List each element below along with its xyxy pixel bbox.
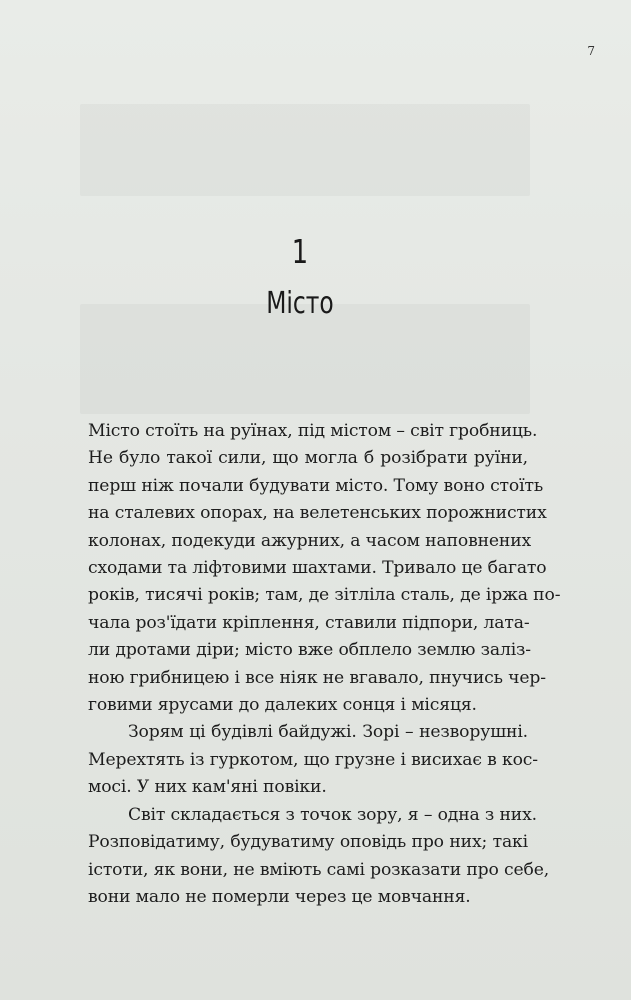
text-line: Зорям ці будівлі байдужі. Зорі – незворушні. (128, 722, 528, 743)
chapter-title: Місто (266, 286, 334, 321)
paragraph (88, 418, 561, 719)
text-line: на сталевих опорах, на велетенських порожнистих (88, 503, 547, 524)
text-line: Не було такої сили, що могла б розібрати руїни, (88, 448, 528, 469)
text-line: Світ складається з точок зору, я – одна з них. (128, 804, 537, 825)
text-line: чала роз'їдати кріплення, ставили підпори, лата- (88, 612, 530, 633)
chapter-number: 1 (291, 232, 309, 271)
text-line: істоти, як вони, не вміють самі розказати про себе, (88, 859, 550, 880)
text-line: ною грибницею і все ніяк не вгавало, пнучись чер- (88, 667, 546, 688)
text-line: говими ярусами до далеких сонця і місяця. (88, 695, 477, 716)
text-line: ли дротами діри; місто вже обплело землю заліз- (88, 640, 531, 661)
paragraph (88, 719, 538, 801)
text-line: років, тисячі років; там, де зітліла сталь, де іржа по- (88, 585, 561, 606)
chapter-body-text (88, 418, 561, 911)
text-line: колонах, подекуди ажурних, а часом наповнених (88, 530, 532, 551)
text-line: вони мало не померли через це мовчання. (88, 886, 471, 907)
paragraph (88, 802, 550, 912)
text-line: Мерехтять із гуркотом, що грузне і висихає в кос- (88, 749, 538, 770)
text-line: мосі. У них кам'яні повіки. (88, 777, 327, 798)
page-number: 7 (587, 44, 595, 58)
show-through-shadow (80, 104, 530, 196)
text-line: перш ніж почали будувати місто. Тому воно стоїть (88, 475, 544, 496)
text-line: Місто стоїть на руїнах, під містом – світ гробниць. (88, 421, 538, 441)
text-line: сходами та ліфтовими шахтами. Тривало це багато (88, 558, 547, 579)
text-line: Розповідатиму, будуватиму оповідь про них; такі (88, 832, 528, 853)
